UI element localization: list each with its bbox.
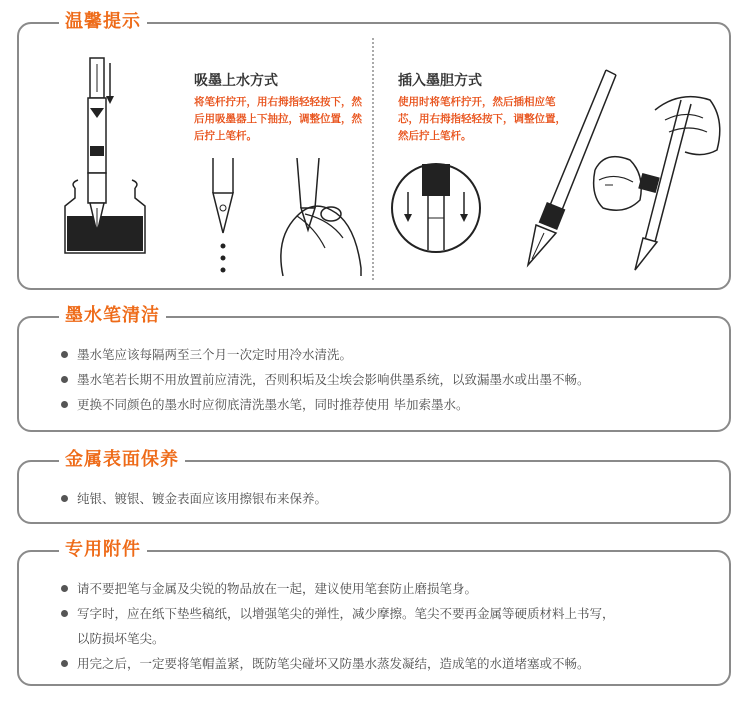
metal-section: [17, 449, 731, 524]
tips-divider: [372, 38, 374, 280]
ink-fill-title: 吸墨上水方式: [194, 73, 278, 89]
list-item: 墨水笔应该每隔两至三个月一次定时用冷水清洗。: [59, 342, 705, 367]
ink-bottle-illustration: [50, 58, 160, 268]
list-item: 请不要把笔与金属及尖锐的物品放在一起，建议使用笔套防止磨损笔身。: [59, 576, 705, 601]
cleaning-section: [17, 305, 731, 432]
cleaning-title: 墨水笔清洁: [59, 301, 166, 331]
tips-title: 温馨提示: [59, 7, 147, 37]
list-item: 更换不同颜色的墨水时应彻底清洗墨水笔，同时推荐使用 毕加索墨水。: [59, 392, 705, 417]
list-item: 写字时，应在纸下垫些稿纸，以增强笔尖的弹性，减少摩擦。笔尖不要再金属等硬质材料上书写，: [59, 601, 705, 626]
accessories-section: [17, 539, 731, 686]
hands-pen-illustration: [585, 80, 725, 275]
cartridge-title: 插入墨胆方式: [398, 73, 482, 89]
accessories-list: [59, 576, 705, 676]
metal-list: [59, 486, 705, 511]
list-item-continuation: 以防损坏笔尖。: [77, 631, 165, 646]
nib-drops-illustration: [205, 158, 365, 278]
list-item: 纯银、镀银、镀金表面应该用擦银布来保养。: [59, 486, 705, 511]
metal-title: 金属表面保养: [59, 445, 185, 475]
cartridge-desc: 使用时将笔杆拧开，然后插相应笔芯，用右拇指轻轻按下，调整位置，然后拧上笔杆。: [398, 96, 566, 142]
cleaning-list: [59, 342, 705, 417]
cartridge-closeup-illustration: [388, 158, 484, 258]
list-item: 墨水笔若长期不用放置前应清洗，否则积垢及尘埃会影响供墨系统，以致漏墨水或出墨不畅。: [59, 367, 705, 392]
accessories-title: 专用附件: [59, 535, 147, 565]
ink-fill-desc: 将笔杆拧开，用右拇指轻轻按下，然后用吸墨器上下抽拉，调整位置，然后拧上笔杆。: [194, 96, 362, 142]
list-item: 用完之后，一定要将笔帽盖紧，既防笔尖碰坏又防墨水蒸发凝结，造成笔的水道堵塞或不畅。: [59, 651, 705, 676]
